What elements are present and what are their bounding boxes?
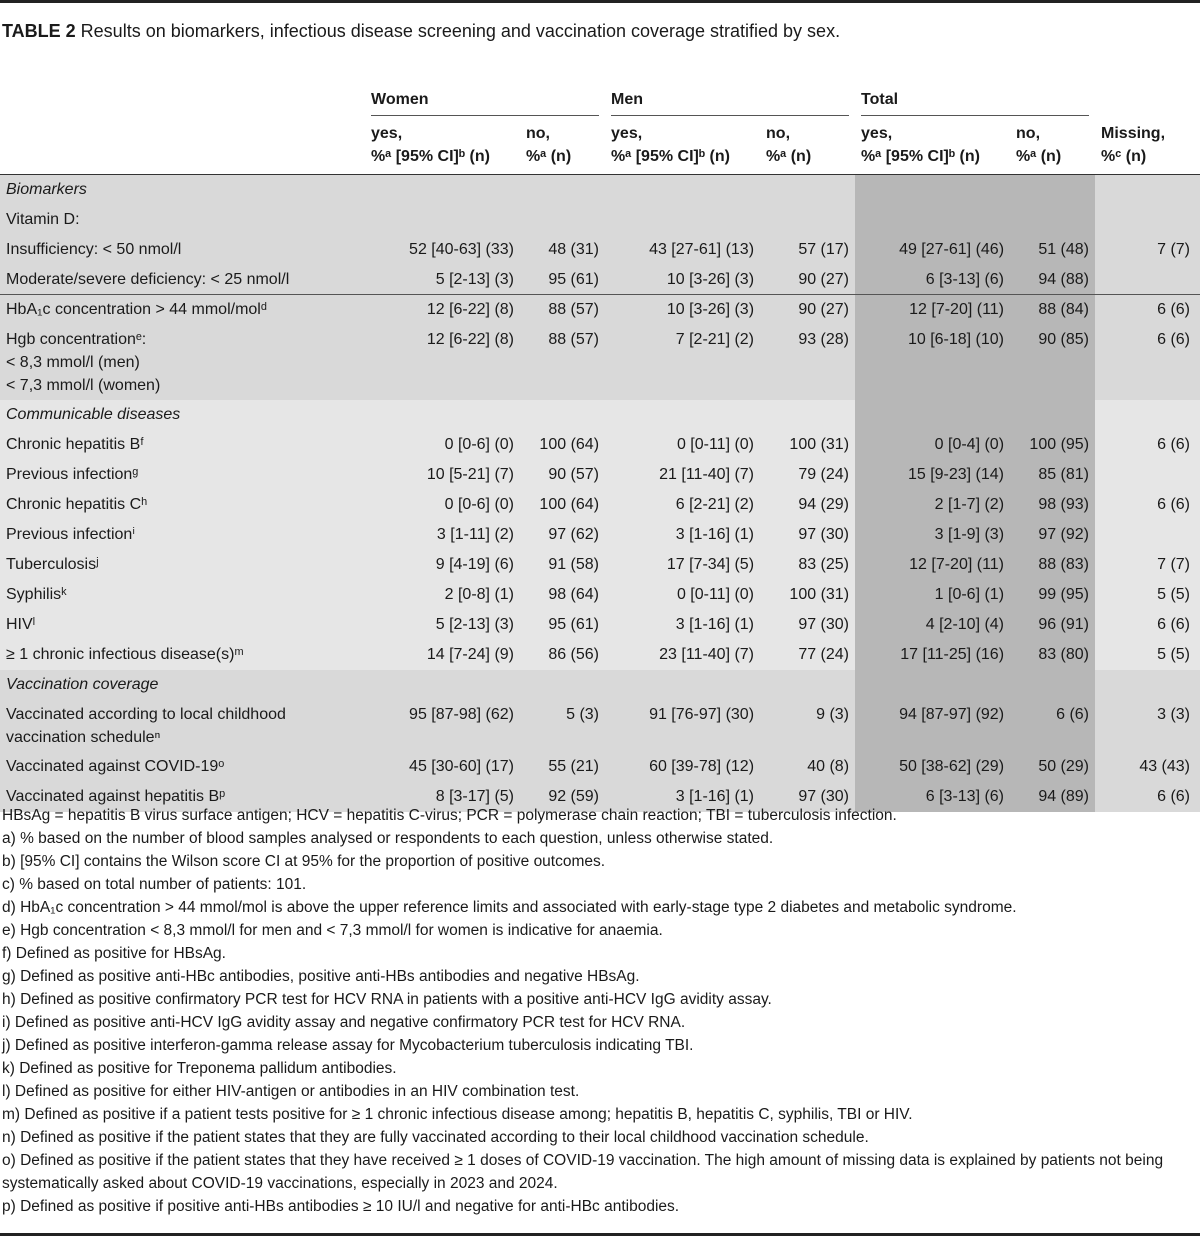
men-yes-cell: 10 [3-26] (3) — [605, 265, 760, 295]
footnote: p) Defined as positive if positive anti-HBs antibodies ≥ 10 IU/l and negative for anti-HBc antibodies. — [2, 1198, 680, 1215]
women-yes-cell: 52 [40-63] (33) — [365, 235, 520, 265]
table-row — [0, 550, 1200, 580]
women-no-cell: 92 (59) — [520, 782, 605, 812]
missing-cell — [1095, 520, 1200, 550]
women-yes-cell: 5 [2-13] (3) — [365, 265, 520, 295]
total-no-cell: 85 (81) — [1010, 460, 1095, 490]
footnote: n) Defined as positive if the patient states that they are fully vaccinated according to their local childhood vaccination schedule. — [2, 1129, 869, 1146]
women-no-cell: 100 (64) — [520, 430, 605, 460]
row-label: Vaccinated against COVID-19ᵒ — [0, 752, 365, 782]
men-no-cell: 97 (30) — [760, 520, 855, 550]
footnote: h) Defined as positive confirmatory PCR test for HCV RNA in patients with a positive anti-HCV IgG avidity assay. — [2, 991, 772, 1008]
total-no-cell: 98 (93) — [1010, 490, 1095, 520]
women-no-cell: 5 (3) — [520, 700, 605, 752]
table-row — [0, 610, 1200, 640]
top-rule — [0, 0, 1200, 3]
women-yes-cell — [365, 670, 520, 700]
row-label: HbA₁c concentration > 44 mmol/molᵈ — [0, 295, 365, 325]
women-no-cell: 88 (57) — [520, 325, 605, 400]
total-no-cell: 83 (80) — [1010, 640, 1095, 670]
women-yes-cell: 5 [2-13] (3) — [365, 610, 520, 640]
row-label: Vitamin D: — [0, 205, 365, 235]
table-row — [0, 265, 1200, 295]
men-no-cell: 94 (29) — [760, 490, 855, 520]
total-yes-cell: 4 [2-10] (4) — [855, 610, 1010, 640]
men-no-cell — [760, 400, 855, 430]
col-women-no: no, %ᵃ (n) — [520, 116, 605, 175]
women-yes-cell: 2 [0-8] (1) — [365, 580, 520, 610]
men-no-cell — [760, 670, 855, 700]
bottom-rule — [0, 1233, 1200, 1236]
section-row — [0, 175, 1200, 205]
footnote: o) Defined as positive if the patient states that they have received ≥ 1 doses of COVID-19 vaccination. The high amount of missing data is explained by patients not being systematically asked about COVID-19 vaccinations, especially in 2023 and 2024. — [2, 1152, 1164, 1192]
men-yes-cell: 0 [0-11] (0) — [605, 580, 760, 610]
missing-cell: 6 (6) — [1095, 295, 1200, 325]
col-total-no: no, %ᵃ (n) — [1010, 116, 1095, 175]
missing-cell: 3 (3) — [1095, 700, 1200, 752]
total-yes-cell: 12 [7-20] (11) — [855, 550, 1010, 580]
missing-cell: 7 (7) — [1095, 235, 1200, 265]
women-yes-cell — [365, 205, 520, 235]
men-yes-cell: 43 [27-61] (13) — [605, 235, 760, 265]
men-no-cell — [760, 175, 855, 205]
table-title: Results on biomarkers, infectious disease screening and vaccination coverage stratified by sex. — [75, 21, 841, 41]
men-yes-cell: 6 [2-21] (2) — [605, 490, 760, 520]
row-label: Insufficiency: < 50 nmol/l — [0, 235, 365, 265]
footnotes — [2, 804, 1197, 1218]
women-no-cell: 91 (58) — [520, 550, 605, 580]
total-yes-cell: 1 [0-6] (1) — [855, 580, 1010, 610]
missing-cell — [1095, 460, 1200, 490]
total-no-cell: 88 (84) — [1010, 295, 1095, 325]
men-yes-cell: 3 [1-16] (1) — [605, 610, 760, 640]
men-no-cell: 93 (28) — [760, 325, 855, 400]
men-no-cell: 90 (27) — [760, 265, 855, 295]
table-row — [0, 640, 1200, 670]
men-no-cell: 9 (3) — [760, 700, 855, 752]
men-yes-cell — [605, 205, 760, 235]
section-row — [0, 670, 1200, 700]
total-yes-cell — [855, 670, 1010, 700]
women-yes-cell: 12 [6-22] (8) — [365, 295, 520, 325]
total-no-cell: 51 (48) — [1010, 235, 1095, 265]
women-no-cell: 90 (57) — [520, 460, 605, 490]
table-body — [0, 175, 1200, 812]
women-no-cell: 98 (64) — [520, 580, 605, 610]
women-no-cell: 100 (64) — [520, 490, 605, 520]
men-yes-cell: 17 [7-34] (5) — [605, 550, 760, 580]
women-yes-cell: 8 [3-17] (5) — [365, 782, 520, 812]
men-no-cell: 77 (24) — [760, 640, 855, 670]
missing-cell: 6 (6) — [1095, 782, 1200, 812]
men-yes-cell: 3 [1-16] (1) — [605, 782, 760, 812]
col-men-yes: yes, %ᵃ [95% CI]ᵇ (n) — [605, 116, 760, 175]
footnote: b) [95% CI] contains the Wilson score CI at 95% for the proportion of positive outcomes. — [2, 853, 606, 870]
women-yes-cell: 9 [4-19] (6) — [365, 550, 520, 580]
women-yes-cell: 45 [30-60] (17) — [365, 752, 520, 782]
row-label: Syphilisᵏ — [0, 580, 365, 610]
total-yes-cell: 49 [27-61] (46) — [855, 235, 1010, 265]
total-no-cell: 50 (29) — [1010, 752, 1095, 782]
results-table — [0, 84, 1200, 812]
men-no-cell — [760, 205, 855, 235]
table-caption — [2, 20, 1002, 43]
row-label: Moderate/severe deficiency: < 25 nmol/l — [0, 265, 365, 295]
total-yes-cell: 17 [11-25] (16) — [855, 640, 1010, 670]
women-yes-cell: 10 [5-21] (7) — [365, 460, 520, 490]
section-row — [0, 400, 1200, 430]
row-label: Hgb concentrationᵉ: < 8,3 mmol/l (men) < 7,3 mmol/l (women) — [0, 325, 365, 400]
table-row — [0, 205, 1200, 235]
section-title: Vaccination coverage — [0, 670, 365, 700]
missing-cell: 5 (5) — [1095, 580, 1200, 610]
women-yes-cell: 12 [6-22] (8) — [365, 325, 520, 400]
total-no-cell: 100 (95) — [1010, 430, 1095, 460]
men-yes-cell: 60 [39-78] (12) — [605, 752, 760, 782]
women-no-cell — [520, 205, 605, 235]
women-no-cell: 95 (61) — [520, 265, 605, 295]
men-no-cell: 57 (17) — [760, 235, 855, 265]
total-yes-cell — [855, 205, 1010, 235]
men-yes-cell: 21 [11-40] (7) — [605, 460, 760, 490]
table-row — [0, 235, 1200, 265]
row-label: Tuberculosisʲ — [0, 550, 365, 580]
footnote: a) % based on the number of blood samples analysed or respondents to each question, unless otherwise stated. — [2, 830, 774, 847]
missing-cell — [1095, 205, 1200, 235]
missing-cell: 6 (6) — [1095, 325, 1200, 400]
men-yes-cell: 10 [3-26] (3) — [605, 295, 760, 325]
total-yes-cell: 0 [0-4] (0) — [855, 430, 1010, 460]
total-yes-cell: 50 [38-62] (29) — [855, 752, 1010, 782]
group-header-row — [0, 84, 1200, 116]
women-yes-cell: 0 [0-6] (0) — [365, 430, 520, 460]
women-yes-cell: 14 [7-24] (9) — [365, 640, 520, 670]
women-yes-cell — [365, 400, 520, 430]
table-row — [0, 752, 1200, 782]
men-yes-cell — [605, 400, 760, 430]
women-no-cell: 86 (56) — [520, 640, 605, 670]
group-header-women: Women — [365, 84, 605, 116]
women-no-cell: 97 (62) — [520, 520, 605, 550]
total-no-cell: 6 (6) — [1010, 700, 1095, 752]
men-yes-cell: 0 [0-11] (0) — [605, 430, 760, 460]
row-label: Previous infectionⁱ — [0, 520, 365, 550]
footnote: e) Hgb concentration < 8,3 mmol/l for men and < 7,3 mmol/l for women is indicative for anaemia. — [2, 922, 663, 939]
table-row — [0, 520, 1200, 550]
total-no-cell: 96 (91) — [1010, 610, 1095, 640]
missing-cell: 7 (7) — [1095, 550, 1200, 580]
women-no-cell: 88 (57) — [520, 295, 605, 325]
col-men-no: no, %ᵃ (n) — [760, 116, 855, 175]
section-title: Biomarkers — [0, 175, 365, 205]
row-label: ≥ 1 chronic infectious disease(s)ᵐ — [0, 640, 365, 670]
section-title: Communicable diseases — [0, 400, 365, 430]
women-no-cell — [520, 670, 605, 700]
missing-cell — [1095, 400, 1200, 430]
men-no-cell: 100 (31) — [760, 430, 855, 460]
footnote: i) Defined as positive anti-HCV IgG avidity assay and negative confirmatory PCR test for HCV RNA. — [2, 1014, 686, 1031]
table-row — [0, 490, 1200, 520]
men-no-cell: 100 (31) — [760, 580, 855, 610]
total-no-cell: 94 (89) — [1010, 782, 1095, 812]
row-label: Previous infectionᵍ — [0, 460, 365, 490]
missing-cell — [1095, 265, 1200, 295]
table-label: TABLE 2 — [2, 21, 76, 41]
missing-cell: 6 (6) — [1095, 610, 1200, 640]
table-row — [0, 580, 1200, 610]
table-row — [0, 430, 1200, 460]
women-yes-cell: 0 [0-6] (0) — [365, 490, 520, 520]
total-no-cell — [1010, 670, 1095, 700]
men-yes-cell: 7 [2-21] (2) — [605, 325, 760, 400]
women-yes-cell: 95 [87-98] (62) — [365, 700, 520, 752]
women-no-cell: 48 (31) — [520, 235, 605, 265]
missing-cell — [1095, 175, 1200, 205]
group-header-men: Men — [605, 84, 855, 116]
group-header-total: Total — [855, 84, 1095, 116]
row-label: HIVˡ — [0, 610, 365, 640]
missing-cell: 6 (6) — [1095, 490, 1200, 520]
footnote: l) Defined as positive for either HIV-antigen or antibodies in an HIV combination test. — [2, 1083, 580, 1100]
footnote: c) % based on total number of patients: 101. — [2, 876, 307, 893]
missing-cell: 43 (43) — [1095, 752, 1200, 782]
missing-cell — [1095, 670, 1200, 700]
total-no-cell: 90 (85) — [1010, 325, 1095, 400]
total-no-cell — [1010, 175, 1095, 205]
table-row — [0, 295, 1200, 325]
total-yes-cell: 3 [1-9] (3) — [855, 520, 1010, 550]
total-no-cell — [1010, 400, 1095, 430]
men-yes-cell: 3 [1-16] (1) — [605, 520, 760, 550]
men-yes-cell — [605, 175, 760, 205]
men-no-cell: 90 (27) — [760, 295, 855, 325]
total-yes-cell — [855, 175, 1010, 205]
total-no-cell: 94 (88) — [1010, 265, 1095, 295]
total-yes-cell: 6 [3-13] (6) — [855, 265, 1010, 295]
women-no-cell: 55 (21) — [520, 752, 605, 782]
men-yes-cell: 23 [11-40] (7) — [605, 640, 760, 670]
table-row — [0, 460, 1200, 490]
men-no-cell: 40 (8) — [760, 752, 855, 782]
men-yes-cell — [605, 670, 760, 700]
col-total-yes: yes, %ᵃ [95% CI]ᵇ (n) — [855, 116, 1010, 175]
total-yes-cell: 15 [9-23] (14) — [855, 460, 1010, 490]
women-yes-cell — [365, 175, 520, 205]
missing-cell: 6 (6) — [1095, 430, 1200, 460]
footnote: d) HbA₁c concentration > 44 mmol/mol is above the upper reference limits and associated with early-stage type 2 diabetes and metabolic syndrome. — [2, 899, 1017, 916]
table-row — [0, 700, 1200, 752]
row-label: Chronic hepatitis Cʰ — [0, 490, 365, 520]
women-no-cell: 95 (61) — [520, 610, 605, 640]
total-yes-cell: 6 [3-13] (6) — [855, 782, 1010, 812]
women-no-cell — [520, 400, 605, 430]
col-missing: Missing, %ᶜ (n) — [1095, 116, 1200, 175]
total-yes-cell: 2 [1-7] (2) — [855, 490, 1010, 520]
total-no-cell: 99 (95) — [1010, 580, 1095, 610]
row-label: Chronic hepatitis Bᶠ — [0, 430, 365, 460]
footnote: j) Defined as positive interferon-gamma release assay for Mycobacterium tuberculosis indicating TBI. — [2, 1037, 694, 1054]
row-label: Vaccinated against hepatitis Bᵖ — [0, 782, 365, 812]
col-women-yes: yes, %ᵃ [95% CI]ᵇ (n) — [365, 116, 520, 175]
footnote: k) Defined as positive for Treponema pallidum antibodies. — [2, 1060, 397, 1077]
men-no-cell: 83 (25) — [760, 550, 855, 580]
women-yes-cell: 3 [1-11] (2) — [365, 520, 520, 550]
column-header-row — [0, 116, 1200, 175]
footnote: HBsAg = hepatitis B virus surface antigen; HCV = hepatitis C-virus; PCR = polymerase chain reaction; TBI = tuberculosis infection. — [2, 807, 897, 824]
total-no-cell: 88 (83) — [1010, 550, 1095, 580]
total-yes-cell: 12 [7-20] (11) — [855, 295, 1010, 325]
footnote: m) Defined as positive if a patient tests positive for ≥ 1 chronic infectious disease among; hepatitis B, hepatitis C, syphilis, TBI or HIV. — [2, 1106, 913, 1123]
total-no-cell — [1010, 205, 1095, 235]
men-yes-cell: 91 [76-97] (30) — [605, 700, 760, 752]
total-no-cell: 97 (92) — [1010, 520, 1095, 550]
women-no-cell — [520, 175, 605, 205]
table-row — [0, 325, 1200, 400]
men-no-cell: 97 (30) — [760, 782, 855, 812]
total-yes-cell: 10 [6-18] (10) — [855, 325, 1010, 400]
total-yes-cell — [855, 400, 1010, 430]
men-no-cell: 97 (30) — [760, 610, 855, 640]
total-yes-cell: 94 [87-97] (92) — [855, 700, 1010, 752]
footnote: f) Defined as positive for HBsAg. — [2, 945, 226, 962]
row-label: Vaccinated according to local childhood vaccination scheduleⁿ — [0, 700, 365, 752]
footnote: g) Defined as positive anti-HBc antibodies, positive anti-HBs antibodies and negative HBsAg. — [2, 968, 640, 985]
men-no-cell: 79 (24) — [760, 460, 855, 490]
missing-cell: 5 (5) — [1095, 640, 1200, 670]
